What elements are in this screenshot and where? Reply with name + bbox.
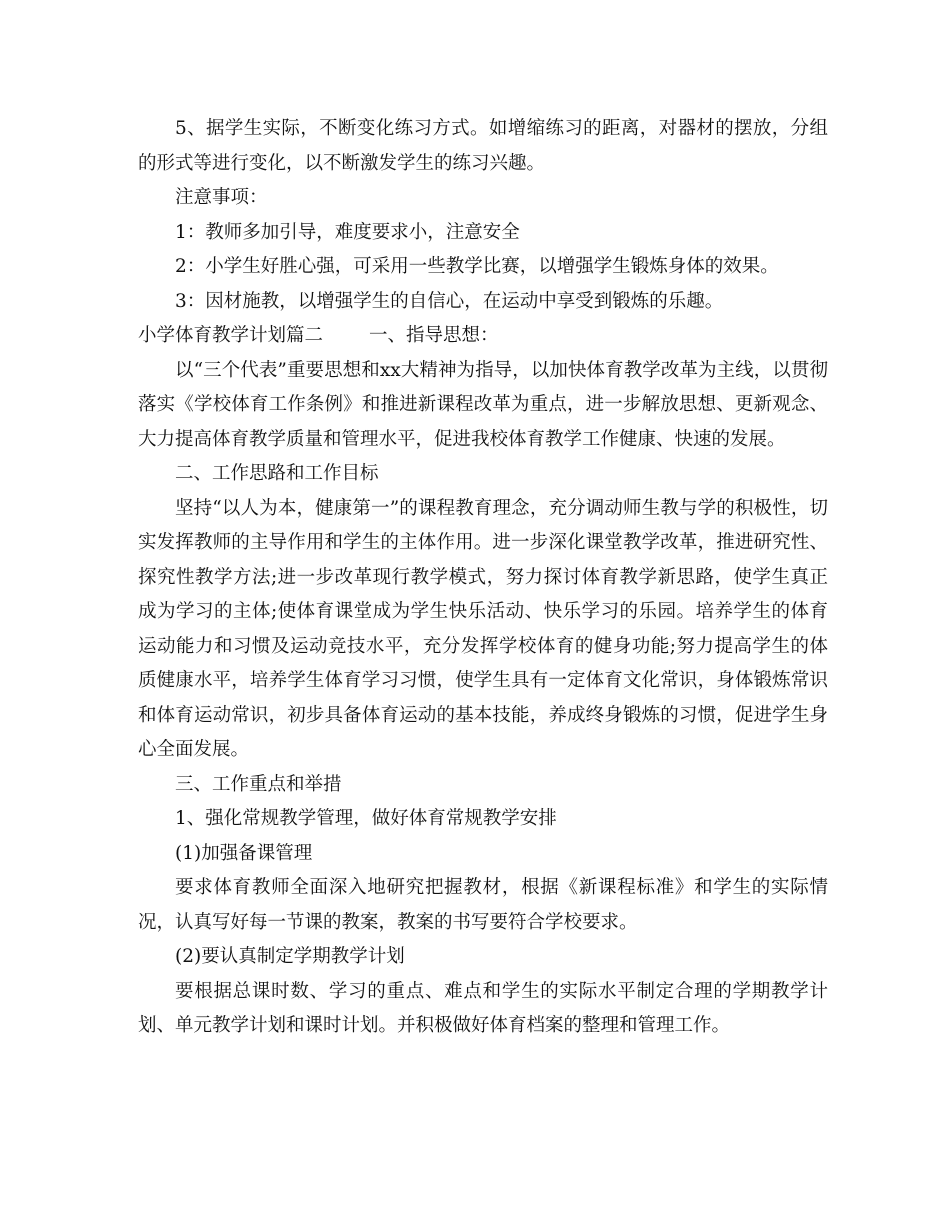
paragraph-lesson-preparation: 要求体育教师全面深入地研究把握教材，根据《新课程标准》和学生的实际情况，认真写好每一节课的教案，教案的书写要符合学校要求。 xyxy=(138,877,828,933)
heading-work-focus-measures: 三、工作重点和举措 xyxy=(175,773,342,795)
heading-semester-plan: (2)要认真制定学期教学计划 xyxy=(175,946,405,967)
paragraph-note-2: 2：小学生好胜心强，可采用一些教学比赛，以增强学生锻炼身体的效果。 xyxy=(175,256,779,277)
paragraph-note-1: 1：教师多加引导，难度要求小，注意安全 xyxy=(175,221,520,243)
heading-routine-management: 1、强化常规教学管理，做好体育常规教学安排 xyxy=(175,808,557,829)
paragraph-work-ideas-goals: 坚持“以人为本，健康第一”的课程教育理念，充分调动师生教与学的积极性，切实发挥教师的主导作用和学生的主体作用。进一步深化课堂教学改革，推进研究性、探究性教学方法;进一步改革现行教学模式，努力探讨体育教学新思路，使学生真正成为学习的主体;使体育课堂成为学生快乐活动、快乐学习的乐园。培养学生的体育运动能力和习惯及运动竞技水平，充分发挥学校体育的健身功能;努力提高学生的体质健康水平，培养学生体育学习习惯，使学生具有一定体育文化常识，身体锻炼常识和体育运动常识，初步具备体育运动的基本技能，养成终身锻炼的习惯，促进学生身心全面发展。 xyxy=(138,497,828,760)
paragraph-notes-heading: 注意事项： xyxy=(175,187,268,208)
paragraph-semester-plan: 要根据总课时数、学习的重点、难点和学生的实际水平制定合理的学期教学计划、单元教学计划和课时计划。并积极做好体育档案的整理和管理工作。 xyxy=(138,980,828,1036)
paragraph-guiding-ideology: 以“三个代表”重要思想和xx大精神为指导，以加快体育教学改革为主线，以贯彻落实《学校体育工作条例》和推进新课程改革为重点，进一步解放思想、更新观念、大力提高体育教学质量和管理水平，促进我校体育教学工作健康、快速的发展。 xyxy=(138,359,828,450)
document-body xyxy=(138,112,828,1044)
section-title-line xyxy=(138,319,828,354)
heading-lesson-preparation: (1)加强备课管理 xyxy=(175,842,313,864)
section-heading-guiding-ideology: 一、指导思想： xyxy=(369,325,499,346)
heading-work-ideas-goals: 二、工作思路和工作目标 xyxy=(175,463,379,484)
paragraph-practice-method: 5、据学生实际，不断变化练习方式。如增缩练习的距离，对器材的摆放，分组的形式等进行变化，以不断激发学生的练习兴趣。 xyxy=(138,118,828,174)
paragraph-note-3: 3：因材施教，以增强学生的自信心，在运动中享受到锻炼的乐趣。 xyxy=(175,290,724,312)
section-title: 小学体育教学计划篇二 xyxy=(138,325,324,346)
